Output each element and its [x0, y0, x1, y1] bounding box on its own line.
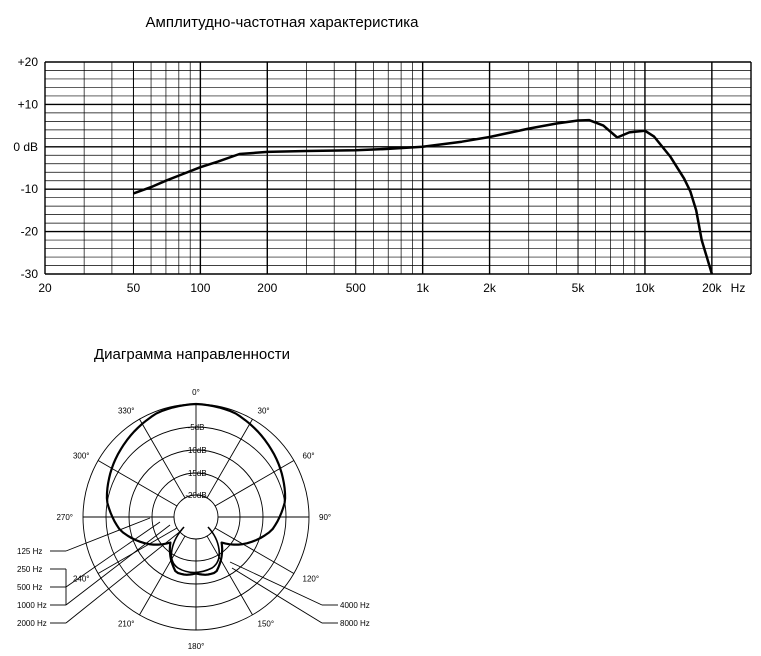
- polar-pattern-rear-lobe: [171, 527, 219, 573]
- angle-label: 30°: [257, 406, 270, 416]
- polar-spoke: [140, 419, 186, 498]
- polar-spoke: [98, 461, 177, 507]
- x-tick-label: 5k: [571, 281, 585, 295]
- frequency-x-axis: [38, 281, 722, 295]
- legend-left-label: 500 Hz: [17, 583, 43, 592]
- y-tick-label: +10: [17, 97, 38, 112]
- angle-label: 270°: [56, 513, 73, 522]
- ring-label: -20dB: [185, 491, 207, 500]
- ring-label: -5dB: [187, 423, 205, 432]
- x-tick-label: 50: [126, 281, 141, 295]
- x-tick-label: 20k: [702, 281, 722, 295]
- legend-left-label: 125 Hz: [17, 547, 43, 556]
- angle-label: 150°: [257, 619, 275, 629]
- angle-label: 300°: [72, 451, 90, 461]
- polar-spoke: [215, 528, 294, 574]
- legend-leader: [66, 522, 160, 587]
- legend-left-label: 2000 Hz: [17, 619, 47, 628]
- polar-spoke: [207, 419, 253, 498]
- frequency-grid: [45, 62, 751, 274]
- polar-spoke: [140, 536, 186, 615]
- y-tick-label: 0 dB: [13, 139, 38, 154]
- polar-grid: [83, 404, 309, 630]
- polar-spoke: [207, 536, 253, 615]
- legend-left-label: 1000 Hz: [17, 601, 47, 610]
- frequency-x-unit: Hz: [730, 281, 746, 295]
- frequency-y-axis: [13, 55, 38, 281]
- angle-label: 330°: [117, 406, 135, 416]
- frequency-chart-title: Амплитудно-частотная характеристика: [145, 14, 419, 31]
- angle-label: 60°: [302, 451, 315, 461]
- ring-label: -10dB: [185, 446, 207, 455]
- legend-leader: [230, 562, 322, 605]
- x-tick-label: 500: [345, 281, 366, 295]
- angle-label: 180°: [187, 642, 205, 651]
- ring-label: -15dB: [185, 469, 207, 478]
- polar-spoke: [215, 461, 294, 507]
- angle-label: 210°: [117, 619, 135, 629]
- angle-label: 120°: [302, 574, 320, 584]
- y-tick-label: -30: [20, 267, 38, 281]
- legend-right-label: 8000 Hz: [340, 619, 370, 628]
- x-tick-label: 100: [190, 281, 211, 295]
- legend-right-label: 4000 Hz: [340, 601, 370, 610]
- x-tick-label: 2k: [483, 281, 496, 295]
- y-tick-label: -10: [20, 182, 38, 197]
- x-tick-label: 10k: [635, 281, 655, 295]
- x-tick-label: 20: [38, 281, 52, 295]
- angle-label: 90°: [319, 513, 332, 522]
- angle-label: 240°: [72, 574, 90, 584]
- polar-pattern-chart: [0, 340, 761, 656]
- y-tick-label: -20: [20, 224, 38, 239]
- angle-label: 0°: [192, 388, 200, 397]
- frequency-response-chart: [0, 0, 761, 310]
- legend-leader: [66, 525, 170, 605]
- legend-leader: [66, 518, 150, 551]
- x-tick-label: 1k: [416, 281, 430, 295]
- legend-left-label: 250 Hz: [17, 565, 43, 574]
- polar-spoke: [98, 528, 177, 574]
- y-tick-label: +20: [17, 55, 38, 69]
- x-tick-label: 200: [257, 281, 278, 295]
- polar-chart-title: Диаграмма направленности: [94, 346, 290, 363]
